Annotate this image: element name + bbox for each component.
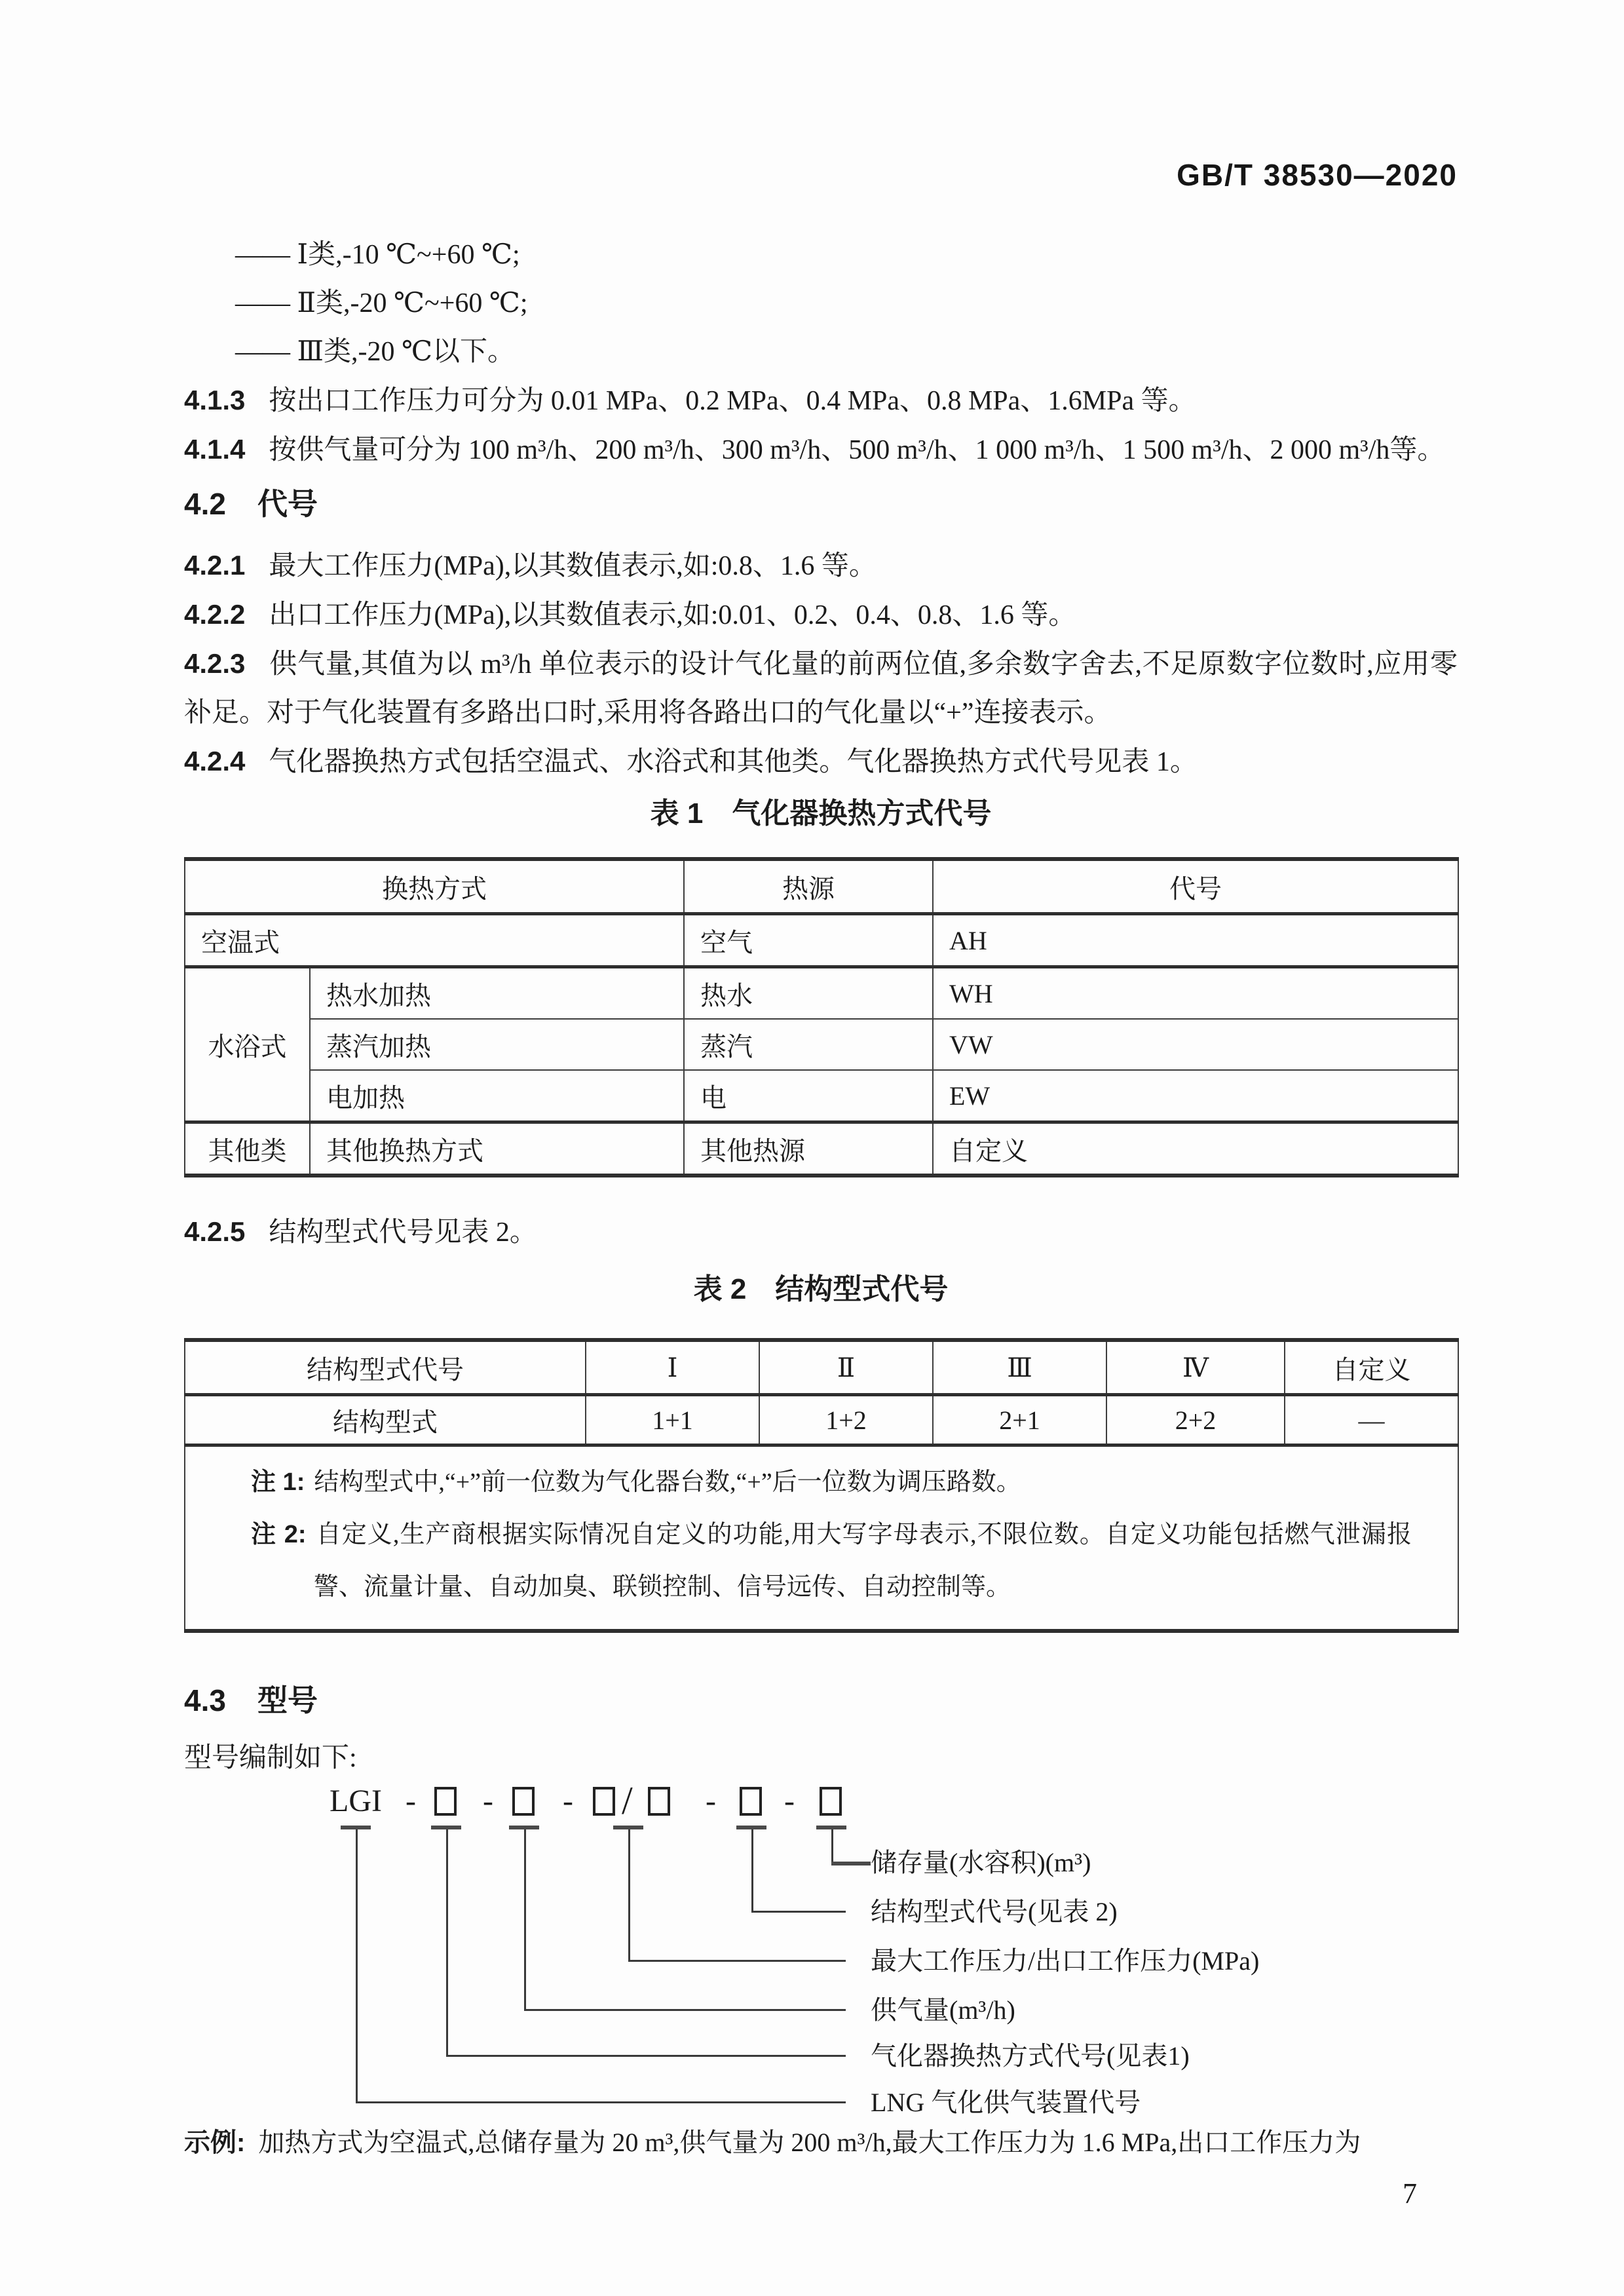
clause-number: 4.2.2 (184, 599, 246, 630)
table-row (185, 1395, 1458, 1445)
clause-number: 4.1.3 (184, 385, 246, 415)
note-label: 注 2: (251, 1521, 307, 1548)
list-item: —— Ⅱ类,-20 ℃~+60 ℃; (235, 288, 528, 318)
model-code-diagram (184, 1779, 1458, 2117)
cell-code: EW (933, 1070, 1458, 1122)
cell-method: 电加热 (310, 1070, 684, 1122)
cell-group: 水浴式 (185, 967, 310, 1122)
example-label: 示例: (184, 2128, 246, 2157)
clause-4-2-4 (184, 737, 1458, 786)
diagram-connector-line (446, 1829, 448, 2055)
diagram-connector-line (751, 1911, 846, 1913)
model-intro: 型号编制如下: (184, 1743, 357, 1773)
table-notes (185, 1445, 1458, 1632)
cell-code: VW (933, 1019, 1458, 1070)
classification-list (184, 231, 1458, 376)
page-content (184, 157, 1458, 2167)
clause-text: 出口工作压力(MPa),以其数值表示,如:0.01、0.2、0.4、0.8、1.6 等。 (269, 600, 1076, 630)
section-title: 代号 (257, 487, 318, 521)
list-item: —— Ⅲ类,-20 ℃以下。 (235, 337, 515, 367)
section-number: 4.3 (184, 1683, 226, 1717)
table2-caption: 表 2 结构型式代号 (693, 1273, 949, 1305)
model-dash: - (563, 1784, 573, 1818)
table-row (185, 914, 1458, 967)
section-title: 型号 (257, 1683, 318, 1717)
cell: 结构型式代号 (185, 1340, 586, 1395)
clause-text: 最大工作压力(MPa),以其数值表示,如:0.8、1.6 等。 (269, 551, 877, 581)
model-code-box (740, 1787, 762, 1816)
table-row (185, 1070, 1458, 1122)
diagram-connector-line (524, 1829, 526, 2009)
diagram-label-flow: 供气量(m³/h) (871, 1995, 1015, 2025)
clause-text: 按供气量可分为 100 m³/h、200 m³/h、300 m³/h、500 m³/h、1 000 m³/h、1 500 m³/h、2 000 m³/h等。 (269, 435, 1445, 465)
cell: 结构型式 (185, 1395, 586, 1445)
clause-4-1-3 (184, 376, 1458, 425)
cell: 2+1 (933, 1395, 1106, 1445)
clause-number: 4.2.4 (184, 746, 246, 776)
clause-4-2-5 (184, 1208, 1458, 1257)
note-label: 注 1: (251, 1468, 305, 1496)
cell-source: 热水 (684, 967, 933, 1020)
example-paragraph (184, 2118, 1458, 2167)
table2-structure-codes (184, 1338, 1459, 1633)
header-cell: 换热方式 (185, 859, 684, 914)
table-row (185, 1122, 1458, 1176)
cell: Ⅱ (759, 1340, 933, 1395)
cell-method: 蒸汽加热 (310, 1019, 684, 1070)
model-dash: - (483, 1784, 493, 1818)
diagram-connector-line (356, 1829, 358, 2101)
cell-source: 其他热源 (684, 1122, 933, 1176)
clause-text: 气化器换热方式包括空温式、水浴式和其他类。气化器换热方式代号见表 1。 (269, 747, 1198, 777)
diagram-connector-line (751, 1829, 753, 1911)
note-1 (251, 1456, 1412, 1508)
diagram-label-lng: LNG 气化供气装置代号 (871, 2088, 1141, 2117)
diagram-connector-line (524, 2009, 846, 2011)
page-number: 7 (1403, 2177, 1417, 2210)
clause-4-1-4 (184, 425, 1458, 474)
model-dash: - (784, 1784, 795, 1818)
clause-text: 供气量,其值为以 m³/h 单位表示的设计气化量的前两位值,多余数字舍去,不足原数字位数时,应用零补足。对于气化装置有多路出口时,采用将各路出口的气化量以“+”连接表示。 (184, 649, 1458, 728)
cell-method: 热水加热 (310, 967, 684, 1020)
diagram-connector-line (356, 2101, 846, 2103)
table-notes-row (185, 1445, 1458, 1632)
cell: Ⅲ (933, 1340, 1106, 1395)
header-cell: 代号 (933, 859, 1458, 914)
header-cell: 热源 (684, 859, 933, 914)
cell: — (1285, 1395, 1458, 1445)
diagram-label-pressure: 最大工作压力/出口工作压力(MPa) (871, 1946, 1260, 1976)
note-text: 结构型式中,“+”前一位数为气化器台数,“+”后一位数为调压路数。 (314, 1468, 1021, 1496)
table1-heat-exchange-codes (184, 857, 1459, 1177)
doc-number: GB/T 38530—2020 (1177, 158, 1458, 192)
clause-number: 4.2.3 (184, 648, 246, 679)
list-item: —— Ⅰ类,-10 ℃~+60 ℃; (235, 240, 520, 270)
example-text: 加热方式为空温式,总储存量为 20 m³,供气量为 200 m³/h,最大工作压力为 1.6 MPa,出口工作压力为 (258, 2128, 1361, 2157)
cell-source: 电 (684, 1070, 933, 1122)
cell: Ⅳ (1106, 1340, 1285, 1395)
diagram-connector-line (446, 2055, 846, 2057)
section-heading-4-2 (184, 484, 1458, 524)
note-text: 自定义,生产商根据实际情况自定义的功能,用大写字母表示,不限位数。自定义功能包括燃气泄漏报警、流量计量、自动加臭、联锁控制、信号远传、自动控制等。 (314, 1521, 1412, 1601)
cell: 1+2 (759, 1395, 933, 1445)
table-row (185, 967, 1458, 1020)
model-code-box (820, 1787, 842, 1816)
cell-source: 蒸汽 (684, 1019, 933, 1070)
clause-4-2-3 (184, 640, 1458, 737)
model-code-box (434, 1787, 457, 1816)
model-code-box (512, 1787, 535, 1816)
diagram-connector-line (831, 1862, 871, 1866)
table-row (185, 1340, 1458, 1395)
diagram-label-structure: 结构型式代号(见表 2) (871, 1897, 1118, 1926)
clause-number: 4.1.4 (184, 434, 246, 465)
note-2 (251, 1508, 1412, 1613)
cell-method: 其他换热方式 (310, 1122, 684, 1176)
diagram-connector-line (628, 1829, 630, 1960)
clause-number: 4.2.5 (184, 1216, 246, 1247)
cell-source: 空气 (684, 914, 933, 967)
diagram-connector-line (831, 1829, 833, 1862)
clause-4-2-1 (184, 541, 1458, 590)
diagram-label-storage: 储存量(水容积)(m³) (871, 1848, 1091, 1877)
model-slash: / (622, 1779, 633, 1822)
model-code-box (593, 1787, 615, 1816)
cell-code: 自定义 (933, 1122, 1458, 1176)
cell-group: 其他类 (185, 1122, 310, 1176)
diagram-label-heatmode: 气化器换热方式代号(见表1) (871, 2041, 1190, 2071)
table-row (185, 1019, 1458, 1070)
model-dash: - (406, 1784, 416, 1818)
cell: 自定义 (1285, 1340, 1458, 1395)
cell-method: 空温式 (185, 914, 684, 967)
cell-code: AH (933, 914, 1458, 967)
table-header-row (185, 859, 1458, 914)
clause-4-2-2 (184, 590, 1458, 640)
clause-text: 结构型式代号见表 2。 (269, 1217, 537, 1248)
table1-caption: 表 1 气化器换热方式代号 (650, 797, 992, 830)
clause-text: 按出口工作压力可分为 0.01 MPa、0.2 MPa、0.4 MPa、0.8 MPa、1.6MPa 等。 (269, 386, 1196, 416)
section-number: 4.2 (184, 487, 226, 521)
cell: Ⅰ (586, 1340, 759, 1395)
diagram-connector-line (628, 1960, 846, 1962)
model-prefix: LGI (330, 1784, 382, 1818)
section-heading-4-3 (184, 1680, 1458, 1721)
model-dash: - (706, 1784, 716, 1818)
cell-code: WH (933, 967, 1458, 1020)
cell: 1+1 (586, 1395, 759, 1445)
clause-number: 4.2.1 (184, 550, 246, 581)
cell: 2+2 (1106, 1395, 1285, 1445)
model-code-box (648, 1787, 670, 1816)
